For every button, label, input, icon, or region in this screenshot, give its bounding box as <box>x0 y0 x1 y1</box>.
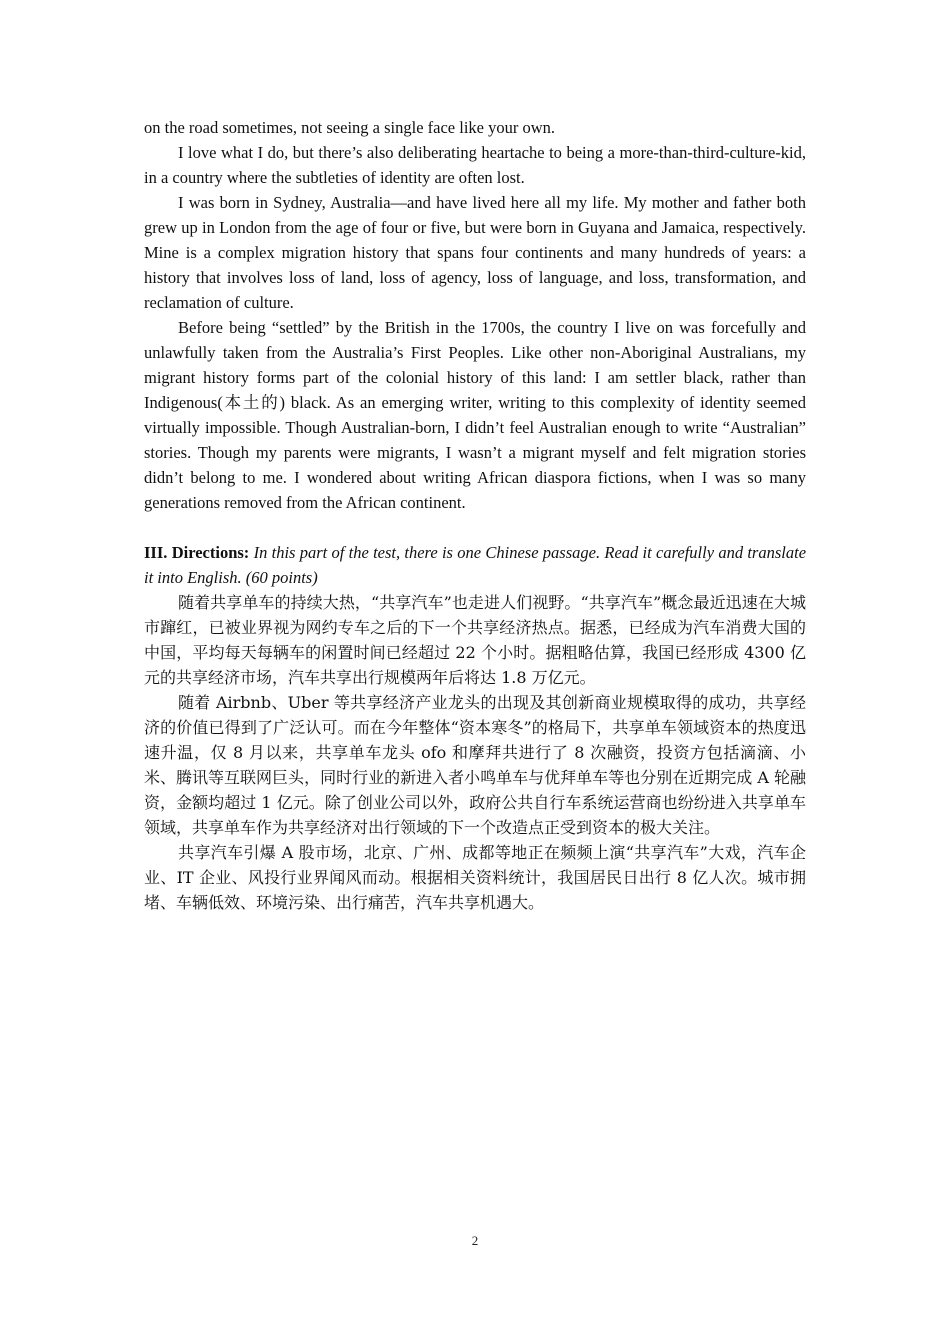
page-body <box>144 115 806 915</box>
paragraph-heartache: I love what I do, but there’s also deliberating heartache to being a more-than-third-culture-kid, in a country where the subtleties of identity are often lost. <box>144 143 806 187</box>
paragraph-before-settled: Before being “settled” by the British in the 1700s, the country I live on was forcefully and unlawfully taken from the Australia’s First Peoples. Like other non-Aboriginal Australians, my migrant history forms part of the colonial history of this land: I am settler black, rather than Indigenous(本土的) black. As an emerging writer, writing to this complexity of identity seemed virtually impossible. Though Australian-born, I didn’t feel Australian enough to write “Australian” stories. Though my parents were migrants, I wasn’t a migrant myself and felt migration stories didn’t belong to me. I wondered about writing African diaspora fictions, when I was so many generations removed from the African continent. <box>144 318 806 512</box>
directions-instruction: In this part of the test, there is one Chinese passage. Read it carefully and translate it into English. (60 points) <box>144 543 807 587</box>
chinese-paragraph-2: 随着 Airbnb、Uber 等共享经济产业龙头的出现及其创新商业规模取得的成功，共享经济的价值已得到了广泛认可。而在今年整体“资本寒冬”的格局下，共享单车领域资本的热度迅速升温，仅 8 月以来，共享单车龙头 ofo 和摩拜共进行了 8 次融资，投资方包括滴滴、小米、腾讯等互联网巨头，同时行业的新进入者小鸣单车与优拜单车等也分别在近期完成 A 轮融资，金额均超过 1 亿元。除了创业公司以外，政府公共自行车系统运营商也纷纷进入共享单车领域，共享单车作为共享经济对出行领域的下一个改造点正受到资本的极大关注。 <box>144 693 806 837</box>
paragraph-born-in-sydney: I was born in Sydney, Australia—and have lived here all my life. My mother and father both grew up in London from the age of four or five, but were born in Guyana and Jamaica, respectively. Mine is a complex migration history that spans four continents and many hundreds of years: a history that involves loss of land, loss of agency, loss of language, and loss, transformation, and reclamation of culture. <box>144 193 806 312</box>
paragraph-continued: on the road sometimes, not seeing a single face like your own. <box>144 118 556 137</box>
chinese-paragraph-1: 随着共享单车的持续大热，“共享汽车”也走进人们视野。“共享汽车”概念最近迅速在大城市蹿红，已被业界视为网约专车之后的下一个共享经济热点。据悉，已经成为汽车消费大国的中国，平均每天每辆车的闲置时间已经超过 22 个小时。据粗略估算，我国已经形成 4300 亿元的共享经济市场，汽车共享出行规模两年后将达 1.8 万亿元。 <box>144 593 806 687</box>
directions-label: Directions: <box>171 543 250 562</box>
section-numeral: III. <box>144 543 168 562</box>
chinese-paragraph-3: 共享汽车引爆 A 股市场，北京、广州、成都等地正在频频上演“共享汽车”大戏，汽车企业、IT 企业、风投行业界闻风而动。根据相关资料统计，我国居民日出行 8 亿人次。城市拥堵、车辆低效、环境污染、出行痛苦，汽车共享机遇大。 <box>144 843 806 912</box>
section-3-directions <box>144 540 806 590</box>
page-number: 2 <box>471 1233 479 1248</box>
